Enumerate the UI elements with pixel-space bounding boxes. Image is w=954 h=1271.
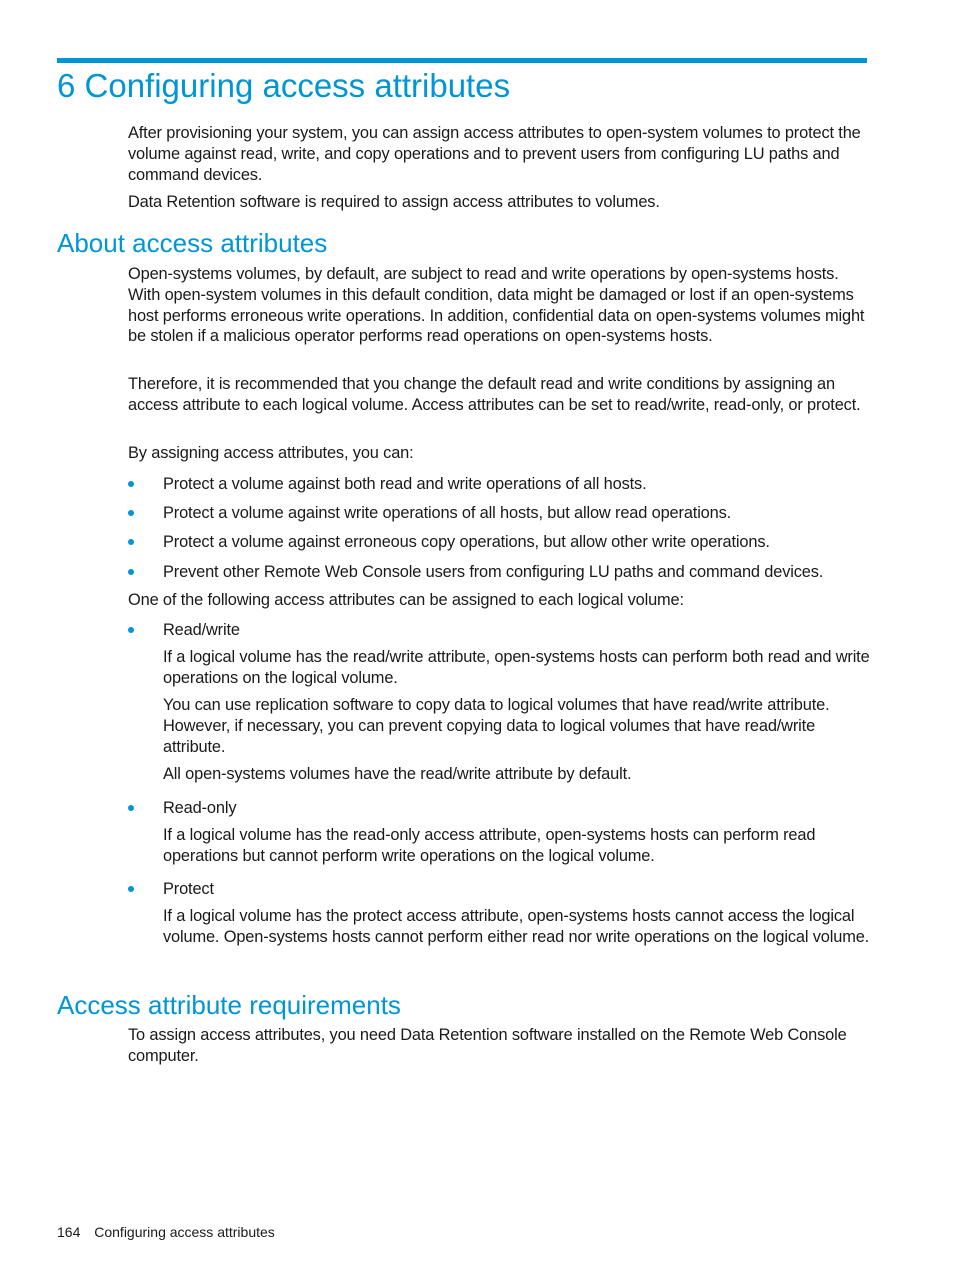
attribute-detail: You can use replication software to copy data to logical volumes that have read/write attribute. However, if necessary, you can prevent copying data to logical volumes that have read/write attribute. [163, 696, 830, 756]
about-paragraph: Therefore, it is recommended that you change the default read and write conditions by assigning an access attribute to each logical volume. Access attributes can be set to read/write, read-only, or protect. [128, 375, 861, 414]
page-number: 164 [57, 1224, 81, 1240]
attribute-detail: If a logical volume has the read-only access attribute, open-systems hosts can perform read operations but cannot perform write operations on the logical volume. [163, 826, 816, 865]
bullet-icon [128, 886, 134, 892]
list-item [128, 503, 873, 524]
attributes-intro: One of the following access attributes can be assigned to each logical volume: [128, 591, 684, 609]
running-title: Configuring access attributes [94, 1224, 275, 1240]
attribute-detail: If a logical volume has the protect access attribute, open-systems hosts cannot access the logical volume. Open-systems hosts cannot perform either read nor write operations on the logical volume. [163, 907, 870, 946]
requirements-paragraph: To assign access attributes, you need Data Retention software installed on the Remote Web Console computer. [128, 1026, 847, 1065]
list-item-text: Protect a volume against both read and write operations of all hosts. [163, 475, 647, 493]
intro-paragraph: Data Retention software is required to assign access attributes to volumes. [128, 193, 660, 211]
bullet-icon [128, 510, 134, 516]
list-item-text: Protect a volume against write operations of all hosts, but allow read operations. [163, 504, 732, 522]
about-paragraph: By assigning access attributes, you can: [128, 444, 414, 462]
section-heading-about: About access attributes [57, 228, 328, 258]
chapter-title: 6 Configuring access attributes [57, 67, 511, 104]
list-item [128, 562, 873, 583]
list-item-text: Prevent other Remote Web Console users from configuring LU paths and command devices. [163, 563, 824, 581]
list-item [128, 474, 873, 495]
attribute-name: Protect [163, 880, 214, 898]
bullet-icon [128, 481, 134, 487]
attribute-name: Read/write [163, 621, 240, 639]
about-paragraph: Open-systems volumes, by default, are subject to read and write operations by open-systems hosts. With open-system volumes in this default condition, data might be damaged or lost if an open-systems host performs erroneous write operations. In addition, confidential data on open-systems volumes might be stolen if a malicious operator performs read operations on open-systems hosts. [128, 265, 865, 346]
list-item [128, 879, 873, 900]
bullet-icon [128, 569, 134, 575]
list-item [128, 532, 873, 553]
attribute-detail: All open-systems volumes have the read/write attribute by default. [163, 765, 632, 783]
list-item [128, 798, 873, 819]
chapter-top-rule [57, 58, 867, 63]
attribute-name: Read-only [163, 799, 237, 817]
list-item-text: Protect a volume against erroneous copy operations, but allow other write operations. [163, 533, 770, 551]
bullet-icon [128, 805, 134, 811]
section-heading-requirements: Access attribute requirements [57, 990, 401, 1020]
list-item [128, 620, 873, 641]
bullet-icon [128, 627, 134, 633]
page-footer [57, 1222, 275, 1242]
bullet-icon [128, 539, 134, 545]
intro-paragraph: After provisioning your system, you can assign access attributes to open-system volumes to protect the volume against read, write, and copy operations and to prevent users from configuring LU paths and command devices. [128, 124, 861, 184]
attribute-detail: If a logical volume has the read/write attribute, open-systems hosts can perform both read and write operations on the logical volume. [163, 648, 870, 687]
